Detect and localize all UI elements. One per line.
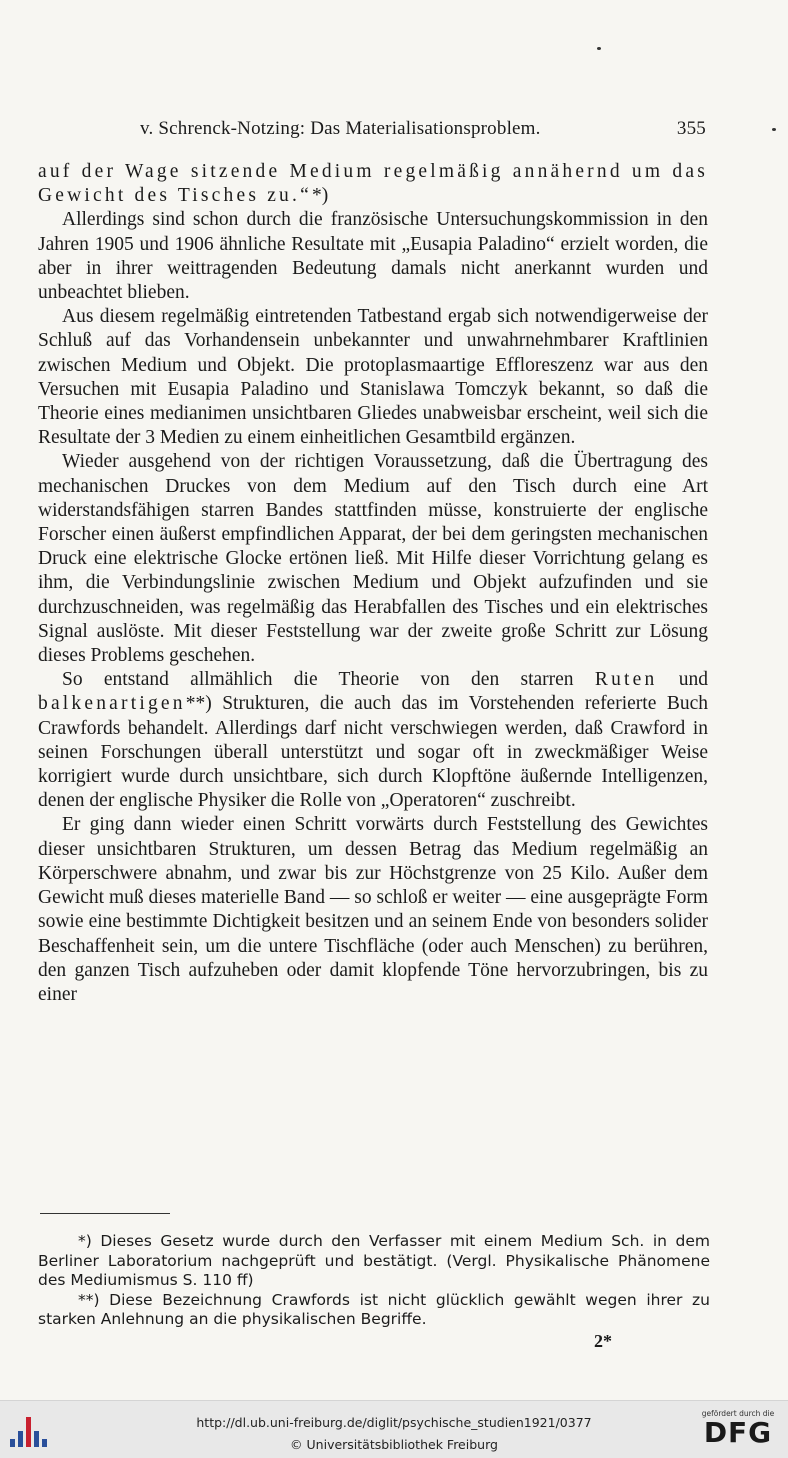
dfg-caption: gefördert durch die [701, 1409, 775, 1418]
footnotes [38, 1232, 710, 1330]
running-head [140, 118, 710, 142]
footnote-ref-1: *) [311, 185, 329, 207]
copyright-notice: © Universitätsbibliothek Freiburg [290, 1437, 498, 1452]
paragraph-5-part-a: So entstand allmählich die Theorie von den starren [62, 669, 595, 691]
running-head-title: v. Schrenck-Notzing: Das Materialisationsproblem. [140, 118, 541, 139]
scan-speck [597, 47, 601, 50]
spaced-term-balkenartigen: balkenartigen [38, 693, 186, 715]
paragraph-5-part-c: **) Strukturen, die auch das im Vorstehenden referierte Buch Crawfords behandelt. Allerdings darf nicht verschwiegen werden, daß Crawford in seinen Forschungen überall unterstützt und sogar oft in zweckmäßiger Weise korrigiert wurde durch unsichtbare, sich durch Klopftöne äußernde Intelligenzen, denen der englische Physiker die Rolle von „Operatoren“ zuschreibt. [38, 693, 708, 812]
permalink-url[interactable]: http://dl.ub.uni-freiburg.de/diglit/psychische_studien1921/0377 [196, 1415, 592, 1430]
spaced-term-ruten: Ruten [594, 669, 658, 691]
footer-bar [0, 1400, 788, 1458]
paragraph-4: Wieder ausgehend von der richtigen Voraussetzung, daß die Übertragung des mechanischen Druckes von dem Medium auf den Tisch durch eine Art widerstandsfähigen starren Bandes stattfinden müsse, konstruierte der englische Forscher einen äußerst empfindlichen Apparat, der bei dem geringsten mechanischen Druck eine elektrische Glocke ertönen ließ. Mit Hilfe dieser Vorrichtung gelang es ihm, die Verbindungslinie zwischen Medium und Objekt aufzufinden und sie durchzuschneiden, was regelmäßig das Herabfallen des Tisches und ein elektrisches Signal auslöste. Mit dieser Feststellung war der zweite große Schritt zur Lösung dieses Problems geschehen. [38, 451, 708, 667]
paragraph-1 [38, 160, 708, 208]
footnote-rule [40, 1213, 170, 1214]
spaced-quote: auf der Wage sitzende Medium regelmäßig annähernd um das Gewicht des Tisches zu.“ [38, 161, 708, 207]
paragraph-3: Aus diesem regelmäßig eintretenden Tatbestand ergab sich notwendigerweise der Schluß auf das Vorhandensein unbekannter und unwahrnehmbarer Kraftlinien zwischen Medium und Objekt. Die protoplasmaartige Effloreszenz war aus den Versuchen mit Eusapia Paladino und Stanislawa Tomczyk bekannt, so daß die Theorie eines medianimen unsichtbaren Gliedes unabweisbar erscheint, weil sich die Resultate der 3 Medien zu einem einheitlichen Gesamtbild ergänzen. [38, 306, 708, 449]
signature-mark: 2* [594, 1331, 612, 1351]
dfg-logo-mark: DFG [703, 1416, 773, 1449]
paragraph-2: Allerdings sind schon durch die französische Untersuchungskommission in den Jahren 1905 und 1906 ähnliche Resultate mit „Eusapia Paladino“ erzielt worden, die aber in ihrer weittragenden Bedeutung damals nicht anerkannt wurden und unbeachtet blieben. [38, 209, 708, 304]
body-text [38, 160, 708, 1007]
footnote-1: *) Dieses Gesetz wurde durch den Verfasser mit einem Medium Sch. in dem Berliner Laboratorium nachgeprüft und bestätigt. (Vergl. Physikalische Phänomene des Mediumismus S. 110 ff) [38, 1232, 710, 1289]
dfg-logo[interactable] [696, 1409, 780, 1455]
paragraph-5-part-b: und [657, 669, 709, 691]
paragraph-6: Er ging dann wieder einen Schritt vorwärts durch Feststellung des Gewichtes dieser unsichtbaren Strukturen, um dessen Betrag das Medium regelmäßig an Körperschwere abnahm, und zwar bis zur Höchstgrenze von 25 Kilo. Außer dem Gewicht muß dieses materielle Band — so schloß er weiter — eine ausgeprägte Form sowie eine bestimmte Dichtigkeit besitzen und an seinem Ende von besonders solider Beschaffenheit sein, um die untere Tischfläche (oder auch Menschen) zu berühren, den ganzen Tisch aufzuheben oder damit klopfende Töne hervorzubringen, bis zu einer [38, 814, 708, 1005]
page-number: 355 [676, 118, 706, 139]
scan-speck [772, 128, 776, 131]
footnote-2: **) Diese Bezeichnung Crawfords ist nicht glücklich gewählt wegen ihrer zu starken Anlehnung an die physikalischen Begriffe. [38, 1290, 710, 1328]
paragraph-5 [38, 668, 708, 813]
